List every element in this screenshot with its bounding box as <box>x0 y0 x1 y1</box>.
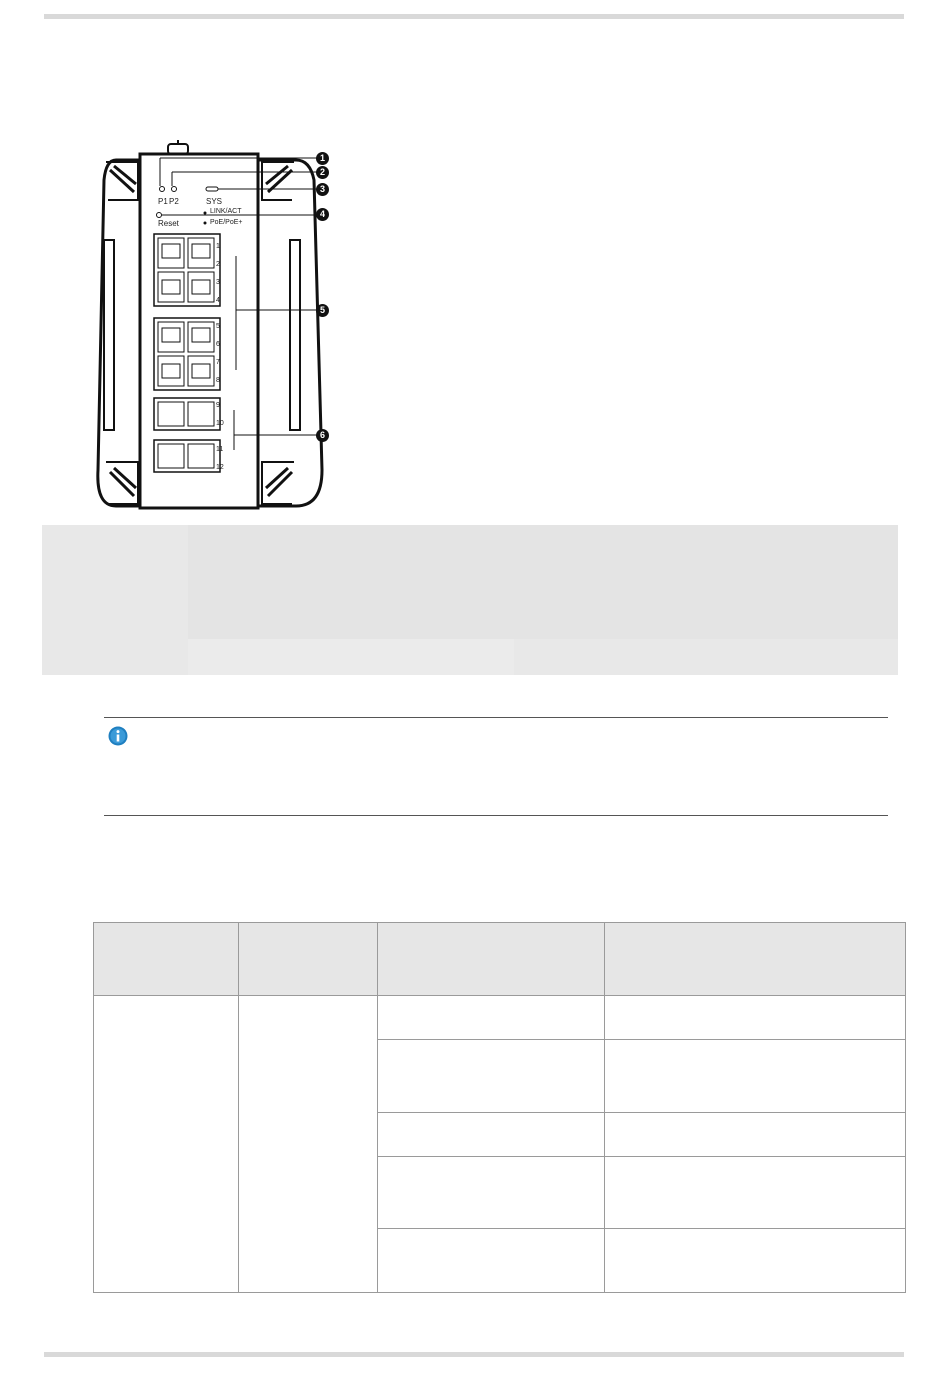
table-header-row <box>94 923 906 996</box>
callout-1 <box>316 152 329 165</box>
legend-poe: PoE/PoE+ <box>210 219 243 226</box>
note-block <box>104 717 888 816</box>
table-row <box>94 996 906 1040</box>
port-number: 12 <box>216 464 224 471</box>
table-cell <box>94 996 239 1293</box>
table-cell <box>604 1113 905 1157</box>
callout-5 <box>316 304 329 317</box>
callout-2 <box>316 166 329 179</box>
callout-number: 3 <box>319 184 325 194</box>
table-cell <box>604 1229 905 1293</box>
table-cell <box>378 1157 605 1229</box>
legend-panel-content <box>188 525 898 639</box>
led-spec-table <box>93 922 906 1293</box>
callout-4 <box>316 208 329 221</box>
port-number: 11 <box>216 446 224 453</box>
reset-label: Reset <box>158 219 179 228</box>
port-number: 6 <box>216 341 220 348</box>
info-icon <box>108 726 128 746</box>
table-cell <box>378 996 605 1040</box>
table-header-cell <box>239 923 378 996</box>
legend-panel-footer <box>188 639 514 675</box>
port-number: 1 <box>216 243 220 250</box>
port-number: 7 <box>216 359 220 366</box>
table-header-cell <box>94 923 239 996</box>
port-number: 2 <box>216 261 220 268</box>
port-number: 8 <box>216 377 220 384</box>
table-cell <box>604 1157 905 1229</box>
callout-number: 2 <box>319 167 325 177</box>
bottom-rule <box>44 1352 904 1357</box>
table-cell <box>604 996 905 1040</box>
port-number: 4 <box>216 297 220 304</box>
callout-6 <box>316 429 329 442</box>
port-number: 3 <box>216 279 220 286</box>
callout-number: 6 <box>319 430 325 440</box>
port-number: 9 <box>216 402 220 409</box>
led-label-sys: SYS <box>206 197 223 206</box>
table-cell <box>239 996 378 1293</box>
callout-3 <box>316 183 329 196</box>
table-header-cell <box>378 923 605 996</box>
port-number: 10 <box>216 420 224 427</box>
led-label-p1: P1 <box>158 197 168 206</box>
table-cell <box>378 1229 605 1293</box>
callout-number: 5 <box>319 305 325 315</box>
callout-number: 4 <box>319 209 325 219</box>
port-number: 5 <box>216 323 220 330</box>
legend-link-act: LINK/ACT <box>210 208 242 215</box>
table-header-cell <box>604 923 905 996</box>
table-cell <box>604 1040 905 1113</box>
top-rule <box>44 14 904 19</box>
led-label-p2: P2 <box>169 197 179 206</box>
figure-legend-panel <box>42 525 898 675</box>
callout-number: 1 <box>319 153 325 163</box>
table-cell <box>378 1040 605 1113</box>
table-cell <box>378 1113 605 1157</box>
